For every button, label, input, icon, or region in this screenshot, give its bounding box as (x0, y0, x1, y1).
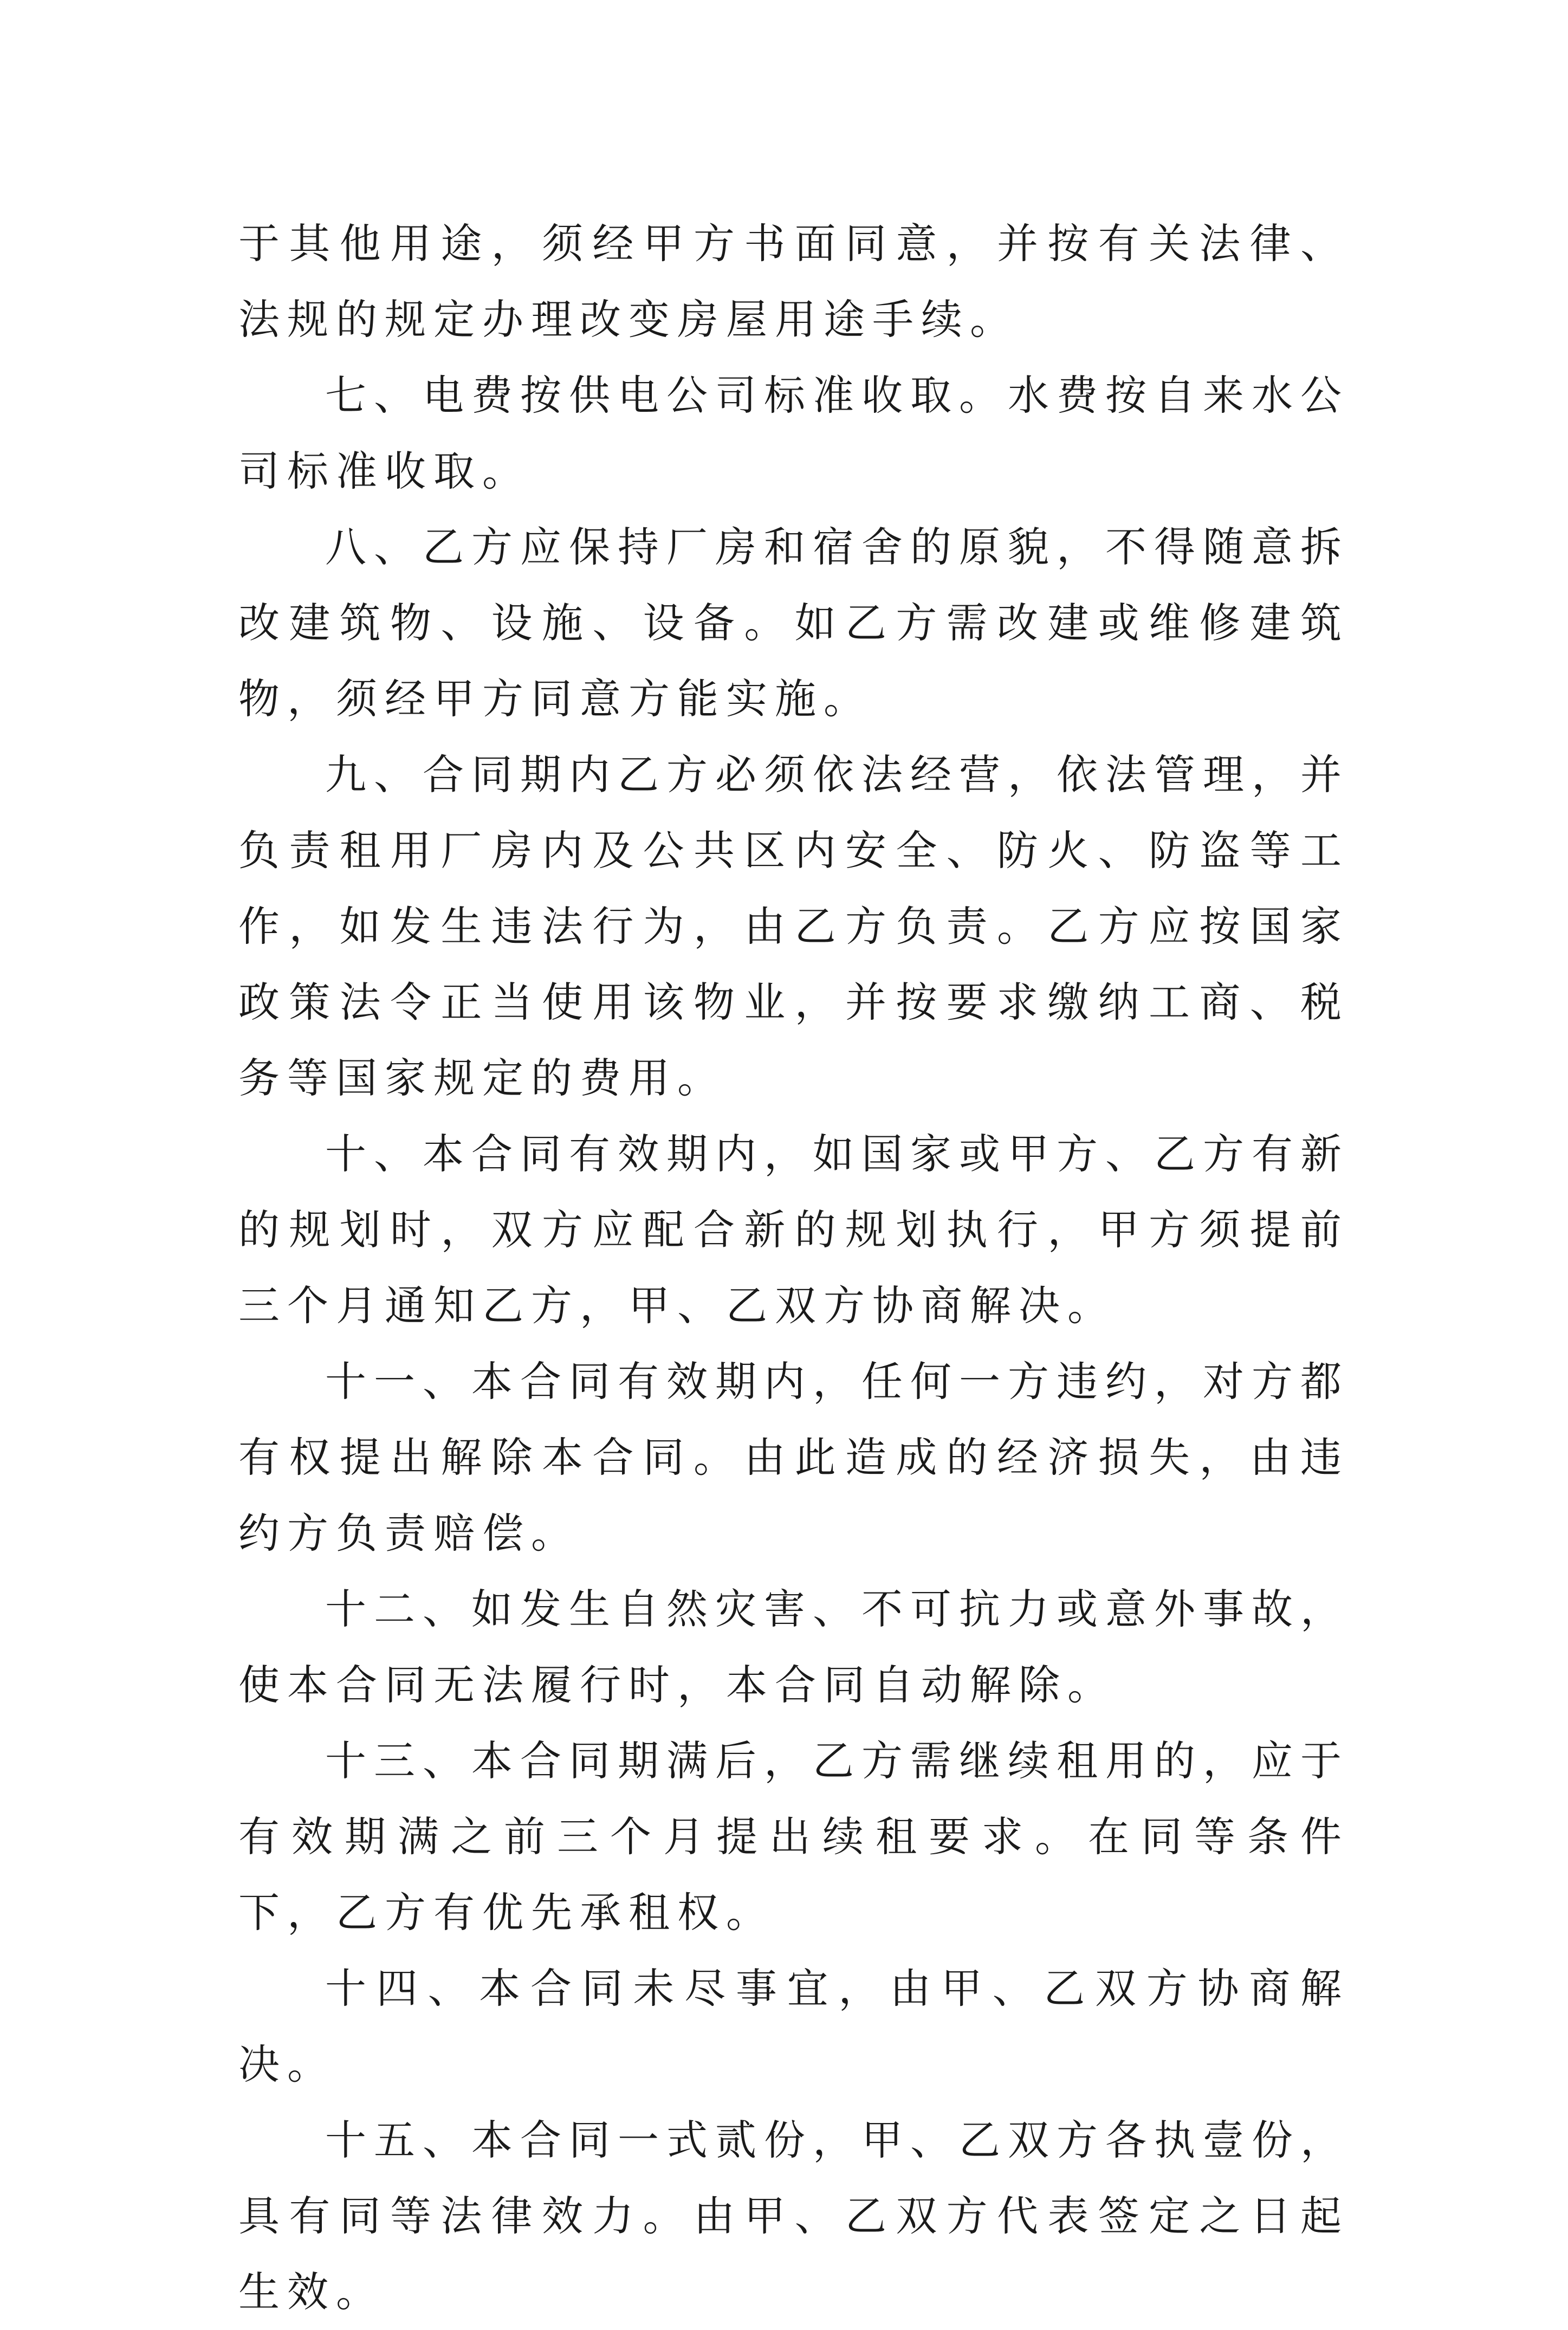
clause-13: 十三、本合同期满后，乙方需继续租用的，应于有效期满之前三个月提出续租要求。在同等条件下，乙方有优先承租权。 (238, 1737, 1349, 1937)
clause-12: 十二、如发生自然灾害、不可抗力或意外事故，使本合同无法履行时，本合同自动解除。 (238, 1585, 1349, 1709)
clause-11: 十一、本合同有效期内，任何一方违约，对方都有权提出解除本合同。由此造成的经济损失，由违约方负责赔偿。 (238, 1357, 1349, 1557)
clause-7: 七、电费按供电公司标准收取。水费按自来水公司标准收取。 (238, 371, 1349, 495)
clause-14: 十四、本合同未尽事宜，由甲、乙双方协商解决。 (238, 1964, 1349, 2088)
clause-10: 十、本合同有效期内，如国家或甲方、乙方有新的规划时，双方应配合新的规划执行，甲方须提前三个月通知乙方，甲、乙双方协商解决。 (238, 1130, 1349, 1330)
document-body (238, 206, 1349, 2330)
clause-9: 九、合同期内乙方必须依法经营，依法管理，并负责租用厂房内及公共区内安全、防火、防盗等工作，如发生违法行为，由乙方负责。乙方应按国家政策法令正当使用该物业，并按要求缴纳工商、税务等国家规定的费用。 (238, 750, 1349, 1102)
clause-15: 十五、本合同一式贰份，甲、乙双方各执壹份，具有同等法律效力。由甲、乙双方代表签定之日起生效。 (238, 2116, 1349, 2316)
paragraph-continuation: 于其他用途，须经甲方书面同意，并按有关法律、法规的规定办理改变房屋用途手续。 (238, 219, 1349, 344)
clause-8: 八、乙方应保持厂房和宿舍的原貌，不得随意拆改建筑物、设施、设备。如乙方需改建或维修建筑物，须经甲方同意方能实施。 (238, 523, 1349, 723)
